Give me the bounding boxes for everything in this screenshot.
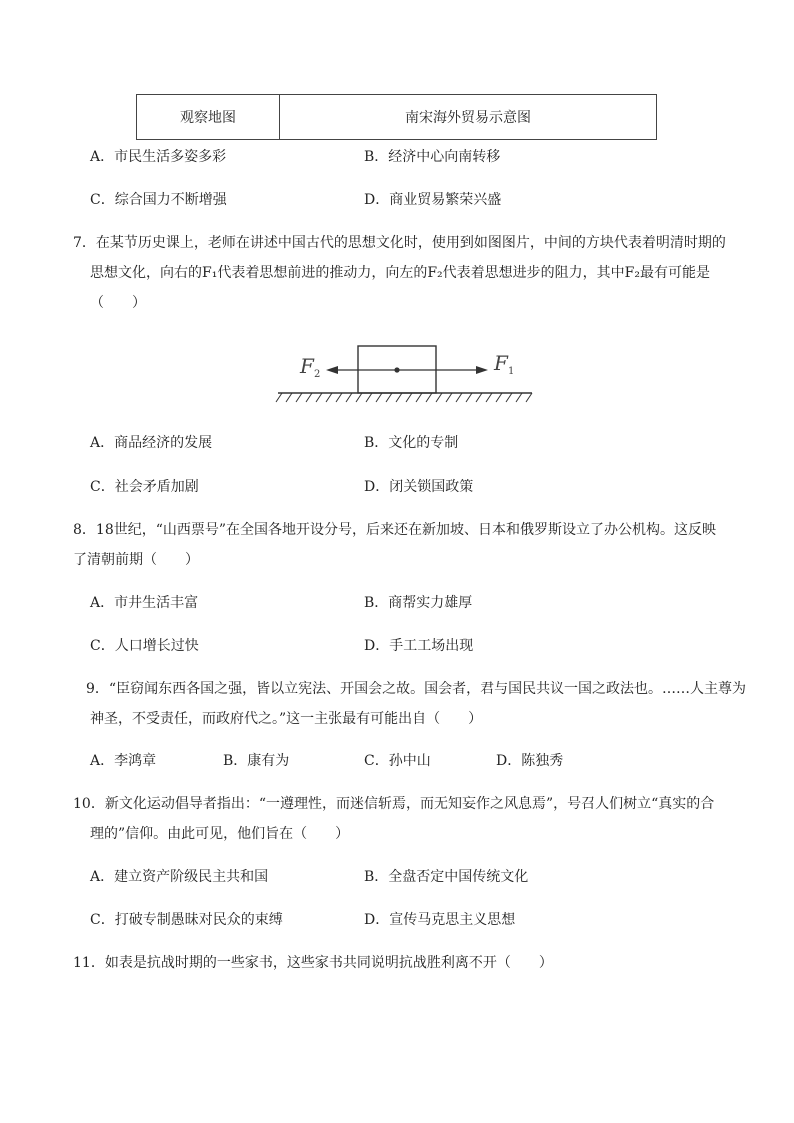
arrow-left-icon [326, 366, 338, 374]
q7-stem-line2: 思想文化，向右的F₁代表着思想前进的推动力，向左的F₂代表着思想进步的阻力，其中F₂最有可能是 [90, 265, 710, 281]
force-diagram [270, 340, 540, 410]
q10-option-a: A．建立资产阶级民主共和国 [90, 869, 269, 885]
q9-option-d: D．陈独秀 [496, 753, 564, 769]
q10-option-c: C．打破专制愚昧对民众的束缚 [90, 912, 283, 928]
q9-option-a: A．李鸿章 [90, 753, 157, 769]
q10-option-d: D．宣传马克思主义思想 [364, 912, 516, 928]
q9-stem-line1: 9．“臣窃闻东西各国之强，皆以立宪法、开国会之故。国会者，君与国民共议一国之政法也。……人主尊为 [86, 681, 747, 697]
q7-option-d: D．闭关锁国政策 [364, 479, 474, 495]
map-observation-table [136, 94, 657, 140]
q9-option-c: C．孙中山 [364, 753, 431, 769]
f1-subscript: 1 [508, 366, 515, 377]
q7-stem-line3: （ ） [90, 295, 146, 311]
center-point [394, 367, 399, 372]
q8-option-c: C．人口增长过快 [90, 638, 199, 654]
q6-option-b: B．经济中心向南转移 [364, 149, 501, 165]
q6-option-d: D．商业贸易繁荣兴盛 [364, 192, 502, 208]
f1-label: F [494, 351, 508, 375]
q8-option-d: D．手工工场出现 [364, 638, 474, 654]
table-cell-value: 南宋海外贸易示意图 [405, 110, 531, 126]
q9-option-b: B．康有为 [223, 753, 290, 769]
q8-option-b: B．商帮实力雄厚 [364, 595, 473, 611]
f2-subscript: 2 [314, 369, 321, 380]
q10-stem-line2: 理的”信仰。由此可见，他们旨在（ ） [90, 826, 350, 842]
q8-stem-line2: 了清朝前期（ ） [73, 552, 199, 568]
q7-stem-line1: 7．在某节历史课上，老师在讲述中国古代的思想文化时，使用到如图图片，中间的方块代表着明清时期的 [73, 235, 726, 251]
ground-hatching [276, 393, 532, 402]
q8-stem-line1: 8．18世纪，“山西票号”在全国各地开设分号，后来还在新加坡、日本和俄罗斯设立了办公机构。这反映 [73, 522, 717, 538]
q10-option-b: B．全盘否定中国传统文化 [364, 869, 529, 885]
table-cell-label: 观察地图 [180, 110, 236, 126]
q8-option-a: A．市井生活丰富 [90, 595, 199, 611]
f2-label: F [300, 354, 314, 378]
q6-option-c: C．综合国力不断增强 [90, 192, 227, 208]
q7-option-b: B．文化的专制 [364, 435, 459, 451]
arrow-right-icon [476, 366, 488, 374]
q6-option-a: A．市民生活多姿多彩 [90, 149, 227, 165]
q9-stem-line2: 神圣，不受责任，而政府代之。”这一主张最有可能出自（ ） [90, 711, 483, 727]
q7-option-a: A．商品经济的发展 [90, 435, 213, 451]
q11-stem-line1: 11．如表是抗战时期的一些家书，这些家书共同说明抗战胜利离不开（ ） [73, 955, 553, 971]
q7-option-c: C．社会矛盾加剧 [90, 479, 199, 495]
q10-stem-line1: 10．新文化运动倡导者指出：“一遵理性，而迷信斩焉，而无知妄作之风息焉”，号召人们树立“真实的合 [73, 796, 715, 812]
